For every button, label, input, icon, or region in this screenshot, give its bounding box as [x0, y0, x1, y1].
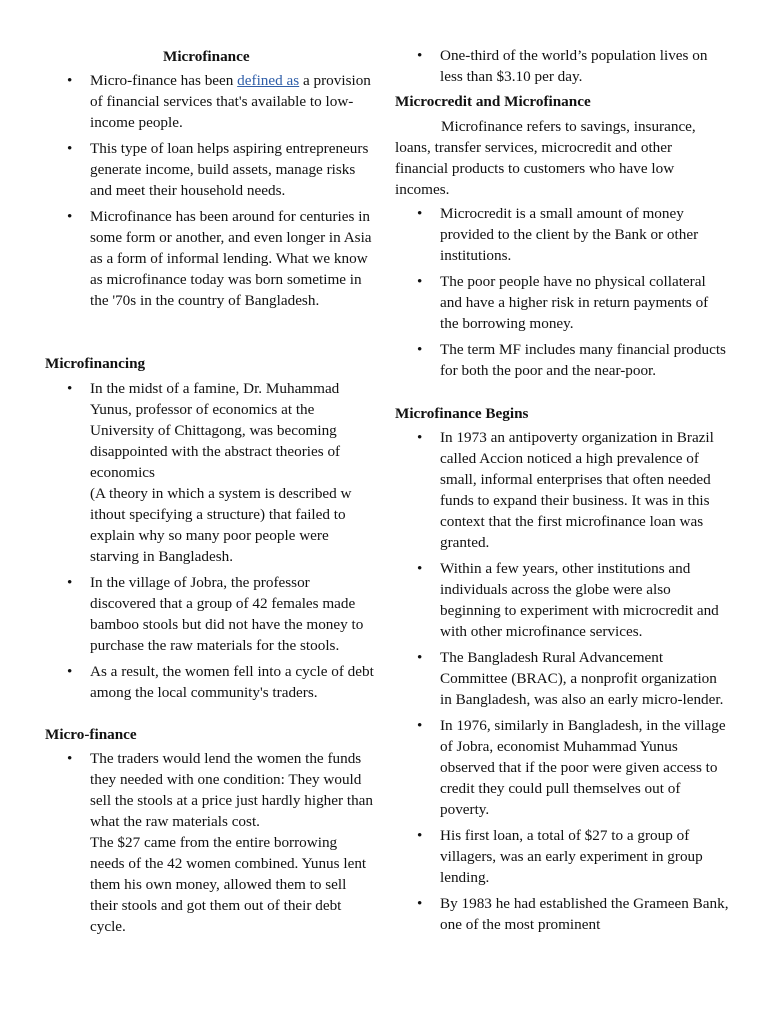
micro-finance-list	[45, 748, 375, 942]
list-item: • In the midst of a famine, Dr. Muhammad Yunus, professor of economics at the University of Chittagong, was becoming disappointed with the abstract theories of economics (A theory in which a system is described w ithout specifying a structure) that failed to explain why so many poor people were starving in Bangladesh.	[67, 380, 352, 565]
list-item: • This type of loan helps aspiring entrepreneurs generate income, build assets, manage risks and meet their household needs.	[67, 140, 369, 199]
list-item: • By 1983 he had established the Grameen Bank, one of the most prominent	[417, 895, 729, 933]
section-heading-microfinance-begins: Microfinance Begins	[395, 405, 529, 422]
bullet-icon: •	[417, 717, 423, 734]
microcredit-list	[395, 203, 730, 386]
bullet-icon: •	[67, 574, 73, 591]
top-list	[395, 45, 730, 92]
list-item: • Microcredit is a small amount of money provided to the client by the Bank or other institutions.	[417, 205, 699, 264]
intro-list	[45, 70, 375, 316]
list-item: • Microfinance has been around for centuries in some form or another, and even longer in Asia as a form of informal lending. What we know as microfinance today was born sometime in the '70s in the country of Bangladesh.	[67, 208, 372, 309]
bullet-icon: •	[417, 827, 423, 844]
list-item: • The traders would lend the women the funds they needed with one condition: They would sell the stools at a price just hardly higher than what the raw materials cost. The $27 came from the entire borrowing needs of the 42 women combined. Yunus lent them his own money, allowed them to sell their stools and got them out of their debt cycle.	[67, 750, 374, 935]
list-item: • As a result, the women fell into a cycle of debt among the local community's traders.	[67, 663, 374, 701]
section-heading-microfinancing: Microfinancing	[45, 355, 146, 372]
list-item: • The poor people have no physical collateral and have a higher risk in return payments of the borrowing money.	[417, 273, 709, 332]
section-heading-microcredit: Microcredit and Microfinance	[395, 93, 591, 110]
bullet-icon: •	[417, 205, 423, 222]
section-heading-micro-finance: Micro-finance	[45, 726, 137, 743]
list-item: • Micro-finance has been defined as a provision of financial services that's available to low-income people.	[67, 72, 371, 131]
list-item: • In 1976, similarly in Bangladesh, in the village of Jobra, economist Muhammad Yunus observed that if the poor were given access to credit they could pull themselves out of poverty.	[417, 717, 726, 818]
list-item: • The term MF includes many financial products for both the poor and the near-poor.	[417, 341, 726, 379]
bullet-icon: •	[417, 341, 423, 358]
list-item: • Within a few years, other institutions and individuals across the globe were also beginning to experiment with microcredit and with other microfinance services.	[417, 560, 719, 640]
list-item: • His first loan, a total of $27 to a group of villagers, was an early experiment in group lending.	[417, 827, 703, 886]
document-title: Microfinance	[163, 48, 250, 65]
bullet-icon: •	[67, 140, 73, 157]
bullet-icon: •	[417, 649, 423, 666]
list-item: • The Bangladesh Rural Advancement Committee (BRAC), a nonprofit organization in Bangladesh, was also an early micro-lender.	[417, 649, 724, 708]
begins-list	[395, 427, 730, 940]
list-item: • In 1973 an antipoverty organization in Brazil called Accion noticed a high prevalence of small, informal enterprises that often needed funds to expand their business. It was in this context that the first microfinance loan was granted.	[417, 429, 714, 551]
bullet-icon: •	[417, 273, 423, 290]
bullet-icon: •	[417, 895, 423, 912]
microcredit-paragraph: Microfinance refers to savings, insurance, loans, transfer services, microcredit and other financial products to customers who have low incomes.	[395, 118, 696, 198]
bullet-icon: •	[67, 380, 73, 397]
bullet-icon: •	[67, 663, 73, 680]
bullet-icon: •	[417, 47, 423, 64]
list-item: • One-third of the world’s population lives on less than $3.10 per day.	[417, 47, 708, 85]
bullet-icon: •	[417, 429, 423, 446]
bullet-icon: •	[67, 72, 73, 89]
bullet-icon: •	[417, 560, 423, 577]
defined-as-link[interactable]: defined as	[237, 72, 300, 89]
list-item: • In the village of Jobra, the professor discovered that a group of 42 females made bamboo stools but did not have the money to purchase the raw materials for the stools.	[67, 574, 364, 654]
bullet-icon: •	[67, 208, 73, 225]
microfinancing-list	[45, 378, 375, 708]
bullet-icon: •	[67, 750, 73, 767]
